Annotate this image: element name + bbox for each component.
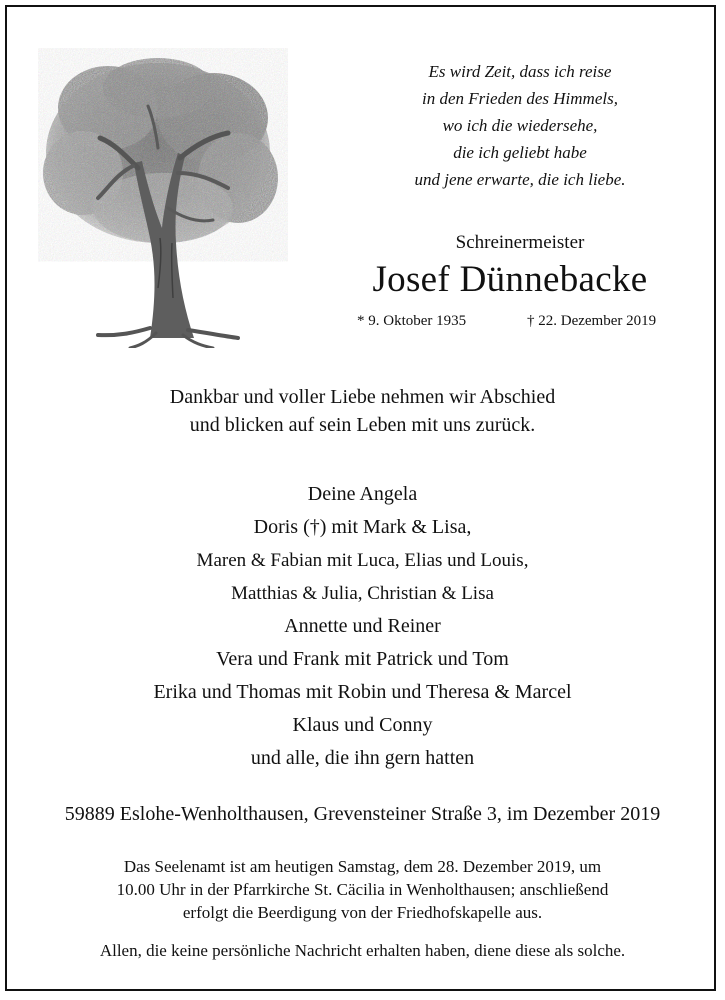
address-line: 59889 Eslohe-Wenholthausen, Grevensteiner Straße 3, im Dezember 2019 — [64, 803, 661, 825]
farewell-line: und blicken auf sein Leben mit uns zurück. — [189, 414, 536, 436]
poem-line: die ich geliebt habe — [453, 143, 587, 162]
poem-line: Es wird Zeit, dass ich reise — [428, 62, 612, 81]
mourner-line: Maren & Fabian mit Luca, Elias und Louis, — [196, 550, 529, 571]
service-line: erfolgt die Beerdigung von der Friedhofskapelle aus. — [182, 903, 543, 922]
service-line: Das Seelenamt ist am heutigen Samstag, dem 28. Dezember 2019, um — [123, 857, 602, 876]
poem-line: wo ich die wiedersehe, — [442, 116, 598, 135]
mourner-line: und alle, die ihn gern hatten — [250, 747, 475, 769]
poem — [360, 58, 680, 193]
mourners-list — [40, 478, 685, 775]
birth-date: * 9. Oktober 1935 — [357, 313, 467, 329]
service-line: 10.00 Uhr in der Pfarrkirche St. Cäcilia in Wenholthausen; anschließend — [116, 880, 609, 899]
mourner-line: Annette und Reiner — [284, 615, 441, 637]
service-info — [40, 855, 685, 924]
poem-line: und jene erwarte, die ich liebe. — [414, 170, 626, 189]
deceased-name: Josef Dünnebacke — [372, 259, 648, 300]
farewell-line: Dankbar und voller Liebe nehmen wir Abschied — [169, 386, 556, 408]
mourner-line: Klaus und Conny — [292, 714, 433, 736]
poem-line: in den Frieden des Himmels, — [422, 89, 618, 108]
mourner-line: Deine Angela — [307, 483, 418, 505]
farewell-text — [60, 383, 665, 439]
closing-note: Allen, die keine persönliche Nachricht erhalten haben, diene diese als solche. — [99, 941, 626, 960]
mourner-line: Vera und Frank mit Patrick und Tom — [216, 648, 509, 670]
mourner-line: Erika und Thomas mit Robin und Theresa & Marcel — [153, 681, 572, 703]
tree-drawing-icon — [38, 48, 288, 348]
mourner-line: Matthias & Julia, Christian & Lisa — [231, 583, 494, 604]
deceased-profession: Schreinermeister — [455, 232, 585, 253]
death-date: † 22. Dezember 2019 — [527, 313, 657, 329]
mourner-line: Doris (†) mit Mark & Lisa, — [253, 516, 472, 538]
